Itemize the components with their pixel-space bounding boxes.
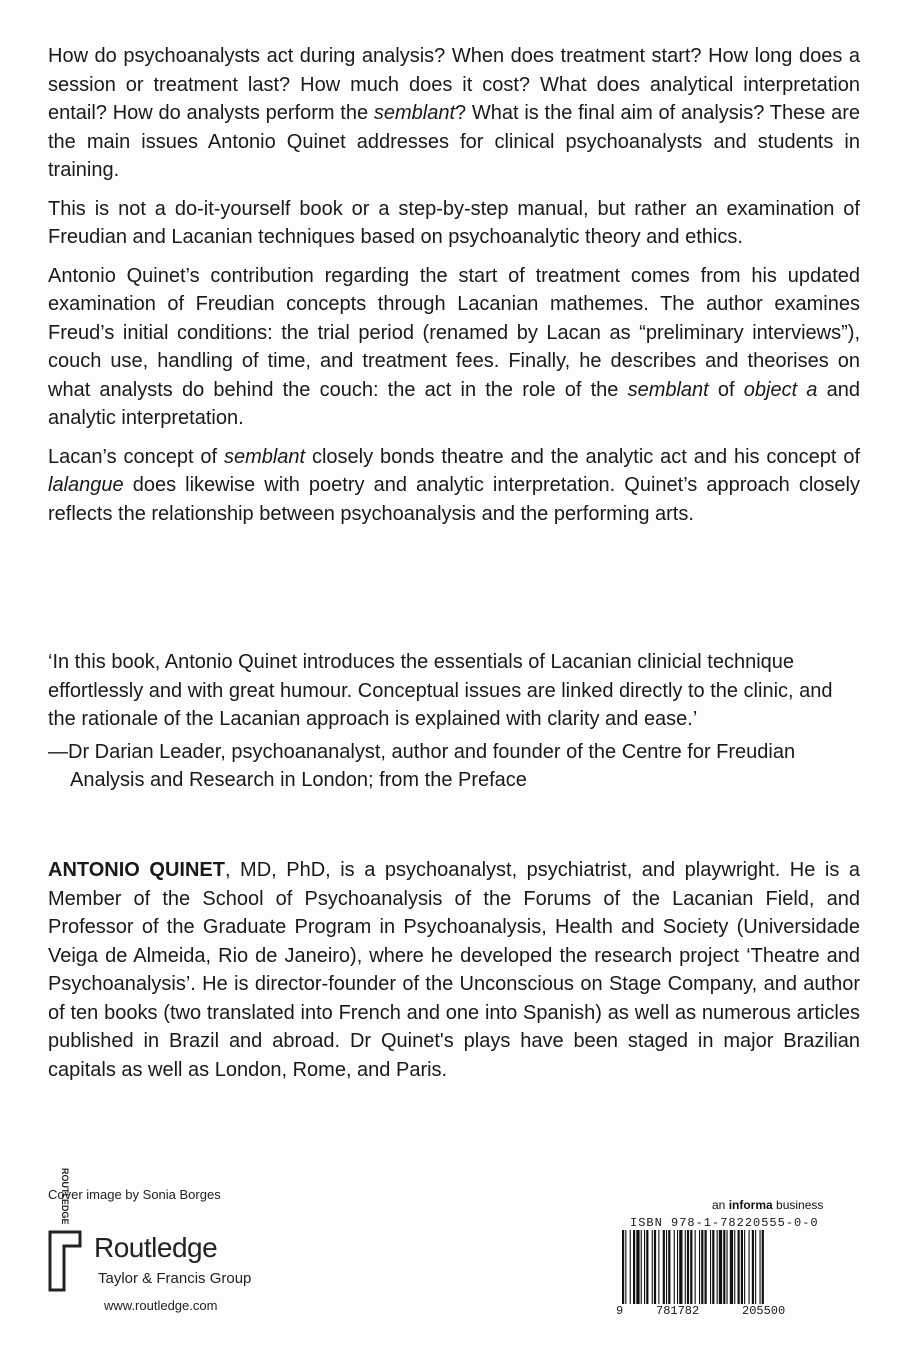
barcode-bar [687, 1230, 689, 1304]
barcode-bar [641, 1230, 642, 1304]
barcode-bar [690, 1230, 692, 1304]
barcode-bar [723, 1230, 725, 1304]
isbn-barcode [614, 1216, 839, 1326]
barcode-bar [755, 1230, 756, 1304]
barcode-bar [674, 1230, 675, 1304]
barcode-bar [738, 1230, 740, 1304]
barcode-bar [695, 1230, 696, 1304]
publisher-group: Taylor & Francis Group [98, 1270, 252, 1287]
barcode-bar [685, 1230, 686, 1304]
text-span: How do psychoanalysts act during analysis? When does treatment start? How long does a session or treatment last? How much does it cost? What does analytical interpretation entail? How do analysts perform the [48, 45, 860, 124]
barcode-bar [752, 1230, 754, 1304]
barcode-digit-group: 205500 [742, 1304, 786, 1318]
barcode-bar [652, 1230, 653, 1304]
barcode-bar [633, 1230, 635, 1304]
barcode-bar [699, 1230, 700, 1304]
barcode-bar [712, 1230, 714, 1304]
barcode-bar [705, 1230, 707, 1304]
barcode-bars [622, 1230, 834, 1304]
italic-term: lalangue [48, 474, 124, 496]
barcode-bar [734, 1230, 735, 1304]
barcode-bar [666, 1230, 667, 1304]
barcode-bar [622, 1230, 624, 1304]
blurb-paragraph-3 [48, 262, 860, 433]
text-span: of [708, 378, 744, 401]
barcode-bar [644, 1230, 645, 1304]
barcode-bar [710, 1230, 711, 1304]
barcode-bar [719, 1230, 722, 1304]
logo-vertical-text: ROUTLEDGE [60, 1168, 70, 1225]
bio-text: , MD, PhD, is a psychoanalyst, psychiatrist, and playwright. He is a Member of the School of Psychoanalysis of the Forums of the Lacanian Field, and Professor of the Graduate Program in Psychoanalysis, Health and Society (Universidade Veiga de Almeida, Rio de Janeiro), where he developed the research project ‘Theatre and Psychoanalysis’. He is director-founder of the Unconscious on Stage Company, and author of ten books (two translated into French and one into Spanish) as well as numerous articles published in Brazil and abroad. Dr Quinet's plays have been staged in major Brazilian capitals as well as London, Rome, and Paris. [48, 859, 860, 1081]
author-name: ANTONIO QUINET [48, 859, 225, 881]
barcode-bar [679, 1230, 682, 1304]
italic-term: semblant [223, 445, 306, 468]
italic-term: object a [743, 378, 818, 401]
barcode-bar [730, 1230, 733, 1304]
barcode-bar [717, 1230, 718, 1304]
barcode-bar [658, 1230, 659, 1304]
italic-term: semblant [373, 102, 455, 124]
blurb-paragraph-2: This is not a do-it-yourself book or a step-by-step manual, but rather an examination of Freudian and Lacanian techniques based on psychoanalytic theory and ethics. [48, 197, 860, 248]
informa-tagline [712, 1198, 823, 1212]
barcode-digit-group: 9 [616, 1304, 624, 1318]
routledge-logo-icon [42, 1168, 88, 1294]
publisher-url[interactable]: www.routledge.com [104, 1298, 218, 1313]
text-span: an [712, 1198, 729, 1212]
barcode-digit-group: 781782 [656, 1304, 700, 1318]
quote-attribution: —Dr Darian Leader, psychoananalyst, author and founder of the Centre for Freudian Analysis and Research in London; from the Preface [48, 740, 796, 791]
barcode-bar [625, 1230, 626, 1304]
blurb-paragraph-4 [48, 443, 860, 529]
barcode-bar [760, 1230, 761, 1304]
text-span: Antonio Quinet’s contribution regarding the start of treatment comes from his updated examination of Freudian concepts through Lacanian mathemes. The author examines Freud’s initial conditions: the trial period (renamed by Lacan as “preliminary interviews”), couch use, handling of time, and treatment fees. Finally, he describes and theorises on what analysts do behind the couch: the act in the role of the [48, 264, 860, 401]
barcode-bar [636, 1230, 639, 1304]
barcode-bar [727, 1230, 728, 1304]
bio-paragraph [48, 856, 860, 1084]
quote-text: ‘In this book, Antonio Quinet introduces the essentials of Lacanian clinicial technique effortlessly and with great humour. Conceptual issues are linked directly to the clinic, and the rationale of the Lacanian approach is explained with clarity and ease.’ [48, 651, 833, 730]
barcode-bar [701, 1230, 703, 1304]
informa-bold: informa [728, 1198, 773, 1212]
author-bio [48, 856, 860, 1084]
isbn-text: ISBN 978-1-78220555-0-0 [630, 1216, 819, 1230]
barcode-bar [663, 1230, 665, 1304]
endorsement-quote [48, 648, 860, 795]
barcode-bar [668, 1230, 670, 1304]
text-span: business [772, 1198, 824, 1212]
barcode-bar [749, 1230, 750, 1304]
barcode-bar [630, 1230, 631, 1304]
italic-term: semblant [627, 378, 709, 401]
publisher-name: Routledge [94, 1232, 218, 1263]
barcode-bar [744, 1230, 745, 1304]
cover-credit: Cover image by Sonia Borges [48, 1187, 221, 1202]
barcode-bar [741, 1230, 743, 1304]
text-span: Lacan’s concept of [48, 445, 224, 468]
blurb-paragraph-1 [48, 42, 860, 185]
back-cover-blurb [48, 42, 860, 538]
barcode-bar [654, 1230, 656, 1304]
barcode-bar [646, 1230, 648, 1304]
text-span: does likewise with poetry and analytic interpretation. Quinet’s approach closely reflects the relationship between psychoanalysis and the performing arts. [48, 474, 860, 525]
text-span: closely bonds theatre and the analytic act and his concept of [305, 445, 860, 468]
barcode-bar [762, 1230, 764, 1304]
text-span: ? What is the final aim of analysis? These are the main issues Antonio Quinet addresses for clinical psychoanalysts and students in training. [48, 102, 861, 181]
text-span: and analytic interpretation. [48, 378, 860, 429]
barcode-bar [677, 1230, 678, 1304]
